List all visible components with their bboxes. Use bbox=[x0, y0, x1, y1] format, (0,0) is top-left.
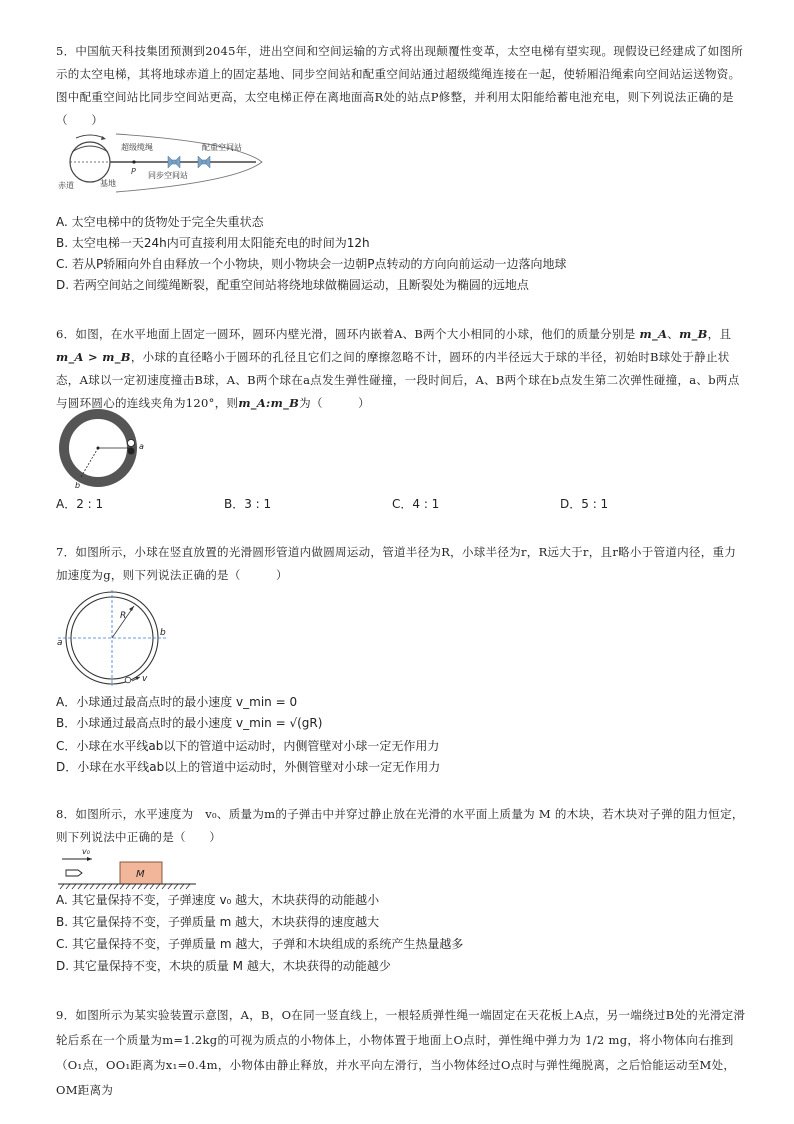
q6-angle-label: 120° bbox=[87, 457, 104, 465]
q6-stem-part3: 为（ ） bbox=[299, 396, 370, 410]
q6-option-c: C．4 : 1 bbox=[392, 497, 440, 511]
q6-inequality: m_A > m_B bbox=[56, 350, 131, 364]
q8-stem: 8．如图所示，水平速度为 v₀、质量为m的子弹击中并穿过静止放在光滑的水平面上质量为 M 的木块，若木块对子弹的阻力恒定，则下列说法中正确的是（ ） bbox=[56, 807, 744, 844]
q7-option-a: A．小球通过最高点时的最小速度 v_min = 0 bbox=[56, 695, 298, 709]
q7-label-b: b bbox=[160, 628, 166, 638]
q8-bullet-block-figure bbox=[56, 844, 206, 890]
q6-option-d: D．5 : 1 bbox=[560, 497, 609, 511]
q8-option-d: D. 其它量保持不变，木块的质量 M 越大，木块获得的动能越少 bbox=[56, 959, 391, 973]
q6-stem-part1-tail: ，且 bbox=[707, 327, 732, 341]
q6-mass-b: m_B bbox=[679, 327, 708, 341]
q7-label-R: R bbox=[120, 611, 127, 621]
q6-ring-figure bbox=[58, 408, 154, 490]
q6-ratio: m_A:m_B bbox=[238, 396, 300, 410]
q5-label-counterweight: 配重空间站 bbox=[202, 143, 242, 152]
q7-tube-figure bbox=[56, 588, 176, 690]
q5-option-a: A. 太空电梯中的货物处于完全失重状态 bbox=[56, 215, 264, 229]
q6-mass-a: m_A bbox=[639, 327, 668, 341]
q7-label-a: a bbox=[57, 638, 63, 648]
q7-option-c: C．小球在水平线ab以下的管道中运动时，内侧管壁对小球一定无作用力 bbox=[56, 739, 440, 753]
q8-option-b: B. 其它量保持不变，子弹质量 m 越大，木块获得的速度越大 bbox=[56, 915, 380, 929]
q6-stem-part1: 6．如图，在水平地面上固定一圆环，圆环内壁光滑，圆环内嵌着A、B两个大小相同的小球，他们的质量分别是 bbox=[56, 327, 636, 341]
q6-label-A: A bbox=[120, 436, 125, 444]
q5-option-b: B. 太空电梯一天24h内可直接利用太阳能充电的时间为12h bbox=[56, 236, 370, 250]
q6-options bbox=[56, 495, 696, 513]
q6-option-b: B．3 : 1 bbox=[224, 497, 272, 511]
q5-space-elevator-figure bbox=[56, 132, 286, 196]
q8-option-c: C. 其它量保持不变，子弹质量 m 越大，子弹和木块组成的系统产生热量越多 bbox=[56, 937, 464, 951]
q8-label-M: M bbox=[136, 869, 145, 880]
q5-option-d: D. 若两空间站之间缆绳断裂，配重空间站将绕地球做椭圆运动，且断裂处为椭圆的远地点 bbox=[56, 278, 529, 292]
q6-stem-part2: ，小球的直径略小于圆环的孔径且它们之间的摩擦忽略不计，圆环的内半径远大于球的半径，初始时B球处于静止状态，A球以一定初速度撞击B球，A、B两个球在a点发生弹性碰撞，一段时间后，A、B两个球在b点发生第二次弹性碰撞，a、b两点与圆环圆心的连线夹角为120°，则 bbox=[56, 350, 740, 410]
q6-label-B: B bbox=[120, 448, 125, 456]
q7-option-b: B．小球通过最高点时的最小速度 v_min = √(gR) bbox=[56, 716, 323, 730]
q5-stem: 5．中国航天科技集团预测到2045年，进出空间和空间运输的方式将出现颠覆性变革，太空电梯有望实现。现假设已经建成了如图所示的太空电梯，其将地球赤道上的固定基地、同步空间站和配重空间站通过超级缆绳连接在一起，使轿厢沿绳索向空间站运送物资。图中配重空间站比同步空间站更高，太空电梯正停在离地面高R处的站点P修整，并利用太阳能给蓄电池充电，则下列说法正确的是（ ） bbox=[56, 44, 744, 127]
q7-stem: 7．如图所示，小球在竖直放置的光滑圆形管道内做圆周运动，管道半径为R，小球半径为r，R远大于r，且r略小于管道内径，重力加速度为g，则下列说法正确的是（ ） bbox=[56, 545, 737, 582]
q5-option-c: C. 若从P轿厢向外自由释放一个小物块，则小物块会一边朝P点转动的方向向前运动一边落向地球 bbox=[56, 257, 567, 271]
q6-option-a: A．2 : 1 bbox=[56, 497, 104, 511]
q7-label-v: v bbox=[142, 674, 148, 684]
q8-label-v0: v₀ bbox=[82, 847, 90, 856]
q7-option-d: D．小球在水平线ab以上的管道中运动时，外侧管壁对小球一定无作用力 bbox=[56, 760, 441, 774]
q8-option-a: A. 其它量保持不变，子弹速度 v₀ 越大，木块获得的动能越小 bbox=[56, 893, 380, 907]
q5-label-sync: 同步空间站 bbox=[148, 171, 188, 180]
q5-label-base: 基地 bbox=[100, 179, 116, 188]
q5-label-cable: 超级缆绳 bbox=[121, 143, 153, 152]
q6-label-a: a bbox=[139, 442, 144, 451]
q9-stem: 9．如图所示为某实验装置示意图，A，B，O在同一竖直线上，一根轻质弹性绳一端固定在天花板上A点，另一端绕过B处的光滑定滑轮后系在一个质量为m=1.2kg的可视为质点的小物体上，小物体置于地面上O点时，弹性绳中弹力为 1/2 mg，将小物体向右推到（O₁点，OO₁距离为x₁=0.4m，小物体由静止释放，并水平向左滑行，当小物体经过O点时与弹性绳脱离，之后恰能运动至M处，OM距离为 bbox=[56, 1008, 746, 1097]
q5-label-equator: 赤道 bbox=[58, 181, 74, 190]
q5-label-P: P bbox=[131, 167, 136, 176]
q6-label-b: b bbox=[75, 481, 81, 490]
q6-stem: 6．如图，在水平地面上固定一圆环，圆环内壁光滑，圆环内嵌着A、B两个大小相同的小球，他们的质量分别是 m_A、m_B，且 m_A > m_B，小球的直径略小于圆环的孔径且它们之间的摩擦忽略不计，圆环的内半径远大于球的半径，初始时B球处于静止状态，A球以一定初速度撞击B球，A、B两个球在a点发生弹性碰撞，一段时间后，A、B两个球在b点发生第二次弹性碰撞，a、b两点与圆环圆心的连线夹角为120°，则m_A:m_B为（ ） bbox=[56, 327, 740, 410]
